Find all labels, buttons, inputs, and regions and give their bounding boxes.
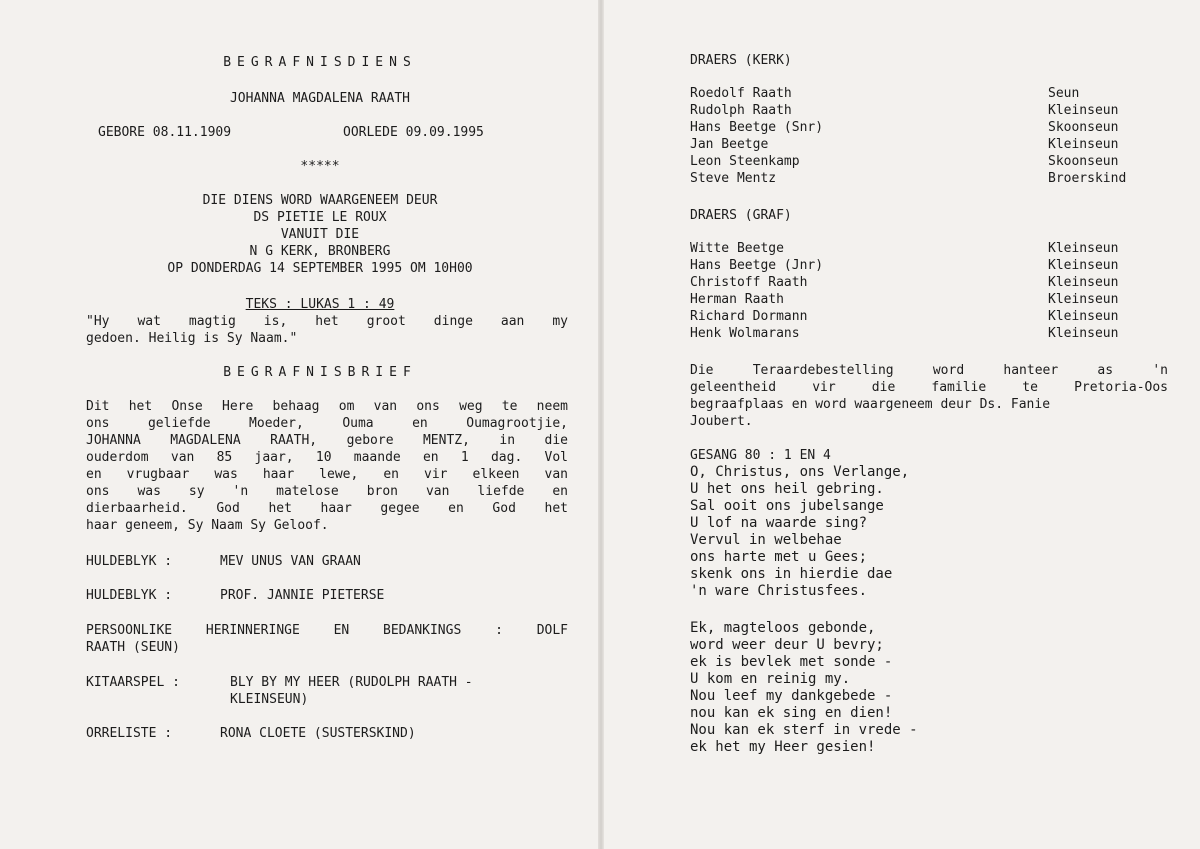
bearer-name: Christoff Raath (690, 275, 808, 290)
bearer-relation: Kleinseun (1048, 103, 1119, 118)
bearer-relation: Skoonseun (1048, 154, 1119, 169)
program-value: BLY BY MY HEER (RUDOLPH RAATH - (230, 675, 473, 690)
personal-memories-line: PERSOONLIKE HERINNERINGE EN BEDANKINGS : DOLF (86, 623, 568, 638)
program-value-continued: KLEINSEUN) (230, 692, 309, 707)
bearer-name: Hans Beetge (Snr) (690, 120, 824, 135)
program-value: PROF. JANNIE PIETERSE (220, 588, 385, 603)
hymn-title: GESANG 80 : 1 EN 4 (690, 448, 831, 463)
hymn-line: Nou leef my dankgebede - (690, 688, 893, 704)
hymn-line: ek het my Heer gesien! (690, 739, 876, 755)
bearer-name: Hans Beetge (Jnr) (690, 258, 824, 273)
hymn-line: U het ons heil gebring. (690, 481, 884, 497)
letter-line: ouderdom van 85 jaar, 10 maande en 1 dag. Vol (86, 450, 568, 465)
hymn-line: nou kan ek sing en dien! (690, 705, 893, 721)
hymn-line: U lof na waarde sing? (690, 515, 868, 531)
bearer-name: Roedolf Raath (690, 86, 792, 101)
service-heading: BEGRAFNISDIENS (223, 55, 417, 70)
program-label: KITAARSPEL : (86, 675, 180, 690)
scripture-text-line: gedoen. Heilig is Sy Naam." (86, 331, 298, 346)
bearer-relation: Broerskind (1048, 171, 1127, 186)
letter-line: haar geneem, Sy Naam Sy Geloof. (86, 518, 329, 533)
birth-date: GEBORE 08.11.1909 (98, 125, 232, 140)
program-label: HULDEBLYK : (86, 588, 173, 603)
scripture-text-line: "Hy wat magtig is, het groot dinge aan my (86, 314, 568, 329)
letter-line: Dit het Onse Here behaag om van ons weg te neem (86, 399, 568, 414)
service-line: N G KERK, BRONBERG (249, 244, 391, 259)
program-label: ORRELISTE : (86, 726, 173, 741)
church-bearers-heading: DRAERS (KERK) (690, 53, 792, 68)
personal-memories-line: RAATH (SEUN) (86, 640, 180, 655)
letter-line: dierbaarheid. God het haar gegee en God het (86, 501, 568, 516)
service-line: DIE DIENS WORD WAARGENEEM DEUR (202, 193, 438, 208)
bearer-name: Leon Steenkamp (690, 154, 800, 169)
burial-text-line: begraafplaas en word waargeneem deur Ds. Fanie (690, 397, 1051, 412)
right-page (604, 0, 1200, 849)
burial-text-line: Die Teraardebestelling word hanteer as 'n (690, 363, 1168, 378)
bearer-relation: Kleinseun (1048, 326, 1119, 341)
hymn-line: Vervul in welbehae (690, 532, 842, 548)
grave-bearers-heading: DRAERS (GRAF) (690, 208, 792, 223)
hymn-line: O, Christus, ons Verlange, (690, 464, 910, 480)
hymn-line: Nou kan ek sterf in vrede - (690, 722, 918, 738)
program-value: MEV UNUS VAN GRAAN (220, 554, 361, 569)
service-line: VANUIT DIE (280, 227, 360, 242)
bearer-name: Herman Raath (690, 292, 784, 307)
bearer-name: Witte Beetge (690, 241, 784, 256)
hymn-line: skenk ons in hierdie dae (690, 566, 893, 582)
hymn-line: ek is bevlek met sonde - (690, 654, 893, 670)
bearer-relation: Kleinseun (1048, 258, 1119, 273)
program-label: HULDEBLYK : (86, 554, 173, 569)
bearer-name: Rudolph Raath (690, 103, 792, 118)
letter-line: JOHANNA MAGDALENA RAATH, gebore MENTZ, in die (86, 433, 568, 448)
service-line: OP DONDERDAG 14 SEPTEMBER 1995 OM 10H00 (167, 261, 473, 276)
hymn-line: U kom en reinig my. (690, 671, 851, 687)
bearer-name: Jan Beetge (690, 137, 769, 152)
bearer-name: Richard Dormann (690, 309, 808, 324)
bearer-relation: Kleinseun (1048, 137, 1119, 152)
burial-text-line: Joubert. (690, 414, 753, 429)
hymn-line: word weer deur U bevry; (690, 637, 884, 653)
bearer-name: Steve Mentz (690, 171, 777, 186)
bearer-relation: Seun (1048, 86, 1080, 101)
deceased-name: JOHANNA MAGDALENA RAATH (229, 91, 410, 106)
letter-heading: BEGRAFNISBRIEF (223, 365, 417, 380)
burial-text-line: geleentheid vir die familie te Pretoria-Oos (690, 380, 1168, 395)
bearer-relation: Kleinseun (1048, 275, 1119, 290)
bearer-relation: Skoonseun (1048, 120, 1119, 135)
hymn-line: Sal ooit ons jubelsange (690, 498, 884, 514)
letter-line: ons geliefde Moeder, Ouma en Oumagrootjie, (86, 416, 568, 431)
hymn-line: ons harte met u Gees; (690, 549, 868, 565)
letter-line: en vrugbaar was haar lewe, en vir elkeen van (86, 467, 568, 482)
program-value: RONA CLOETE (SUSTERSKIND) (220, 726, 416, 741)
hymn-line: Ek, magteloos gebonde, (690, 620, 876, 636)
letter-line: ons was sy 'n matelose bron van liefde en (86, 484, 568, 499)
service-line: DS PIETIE LE ROUX (253, 210, 387, 225)
death-date: OORLEDE 09.09.1995 (343, 125, 484, 140)
bearer-relation: Kleinseun (1048, 292, 1119, 307)
hymn-line: 'n ware Christusfees. (690, 583, 868, 599)
scripture-reference: TEKS : LUKAS 1 : 49 (245, 297, 395, 312)
bearer-relation: Kleinseun (1048, 241, 1119, 256)
separator-stars: ***** (300, 159, 340, 174)
bearer-relation: Kleinseun (1048, 309, 1119, 324)
bearer-name: Henk Wolmarans (690, 326, 800, 341)
